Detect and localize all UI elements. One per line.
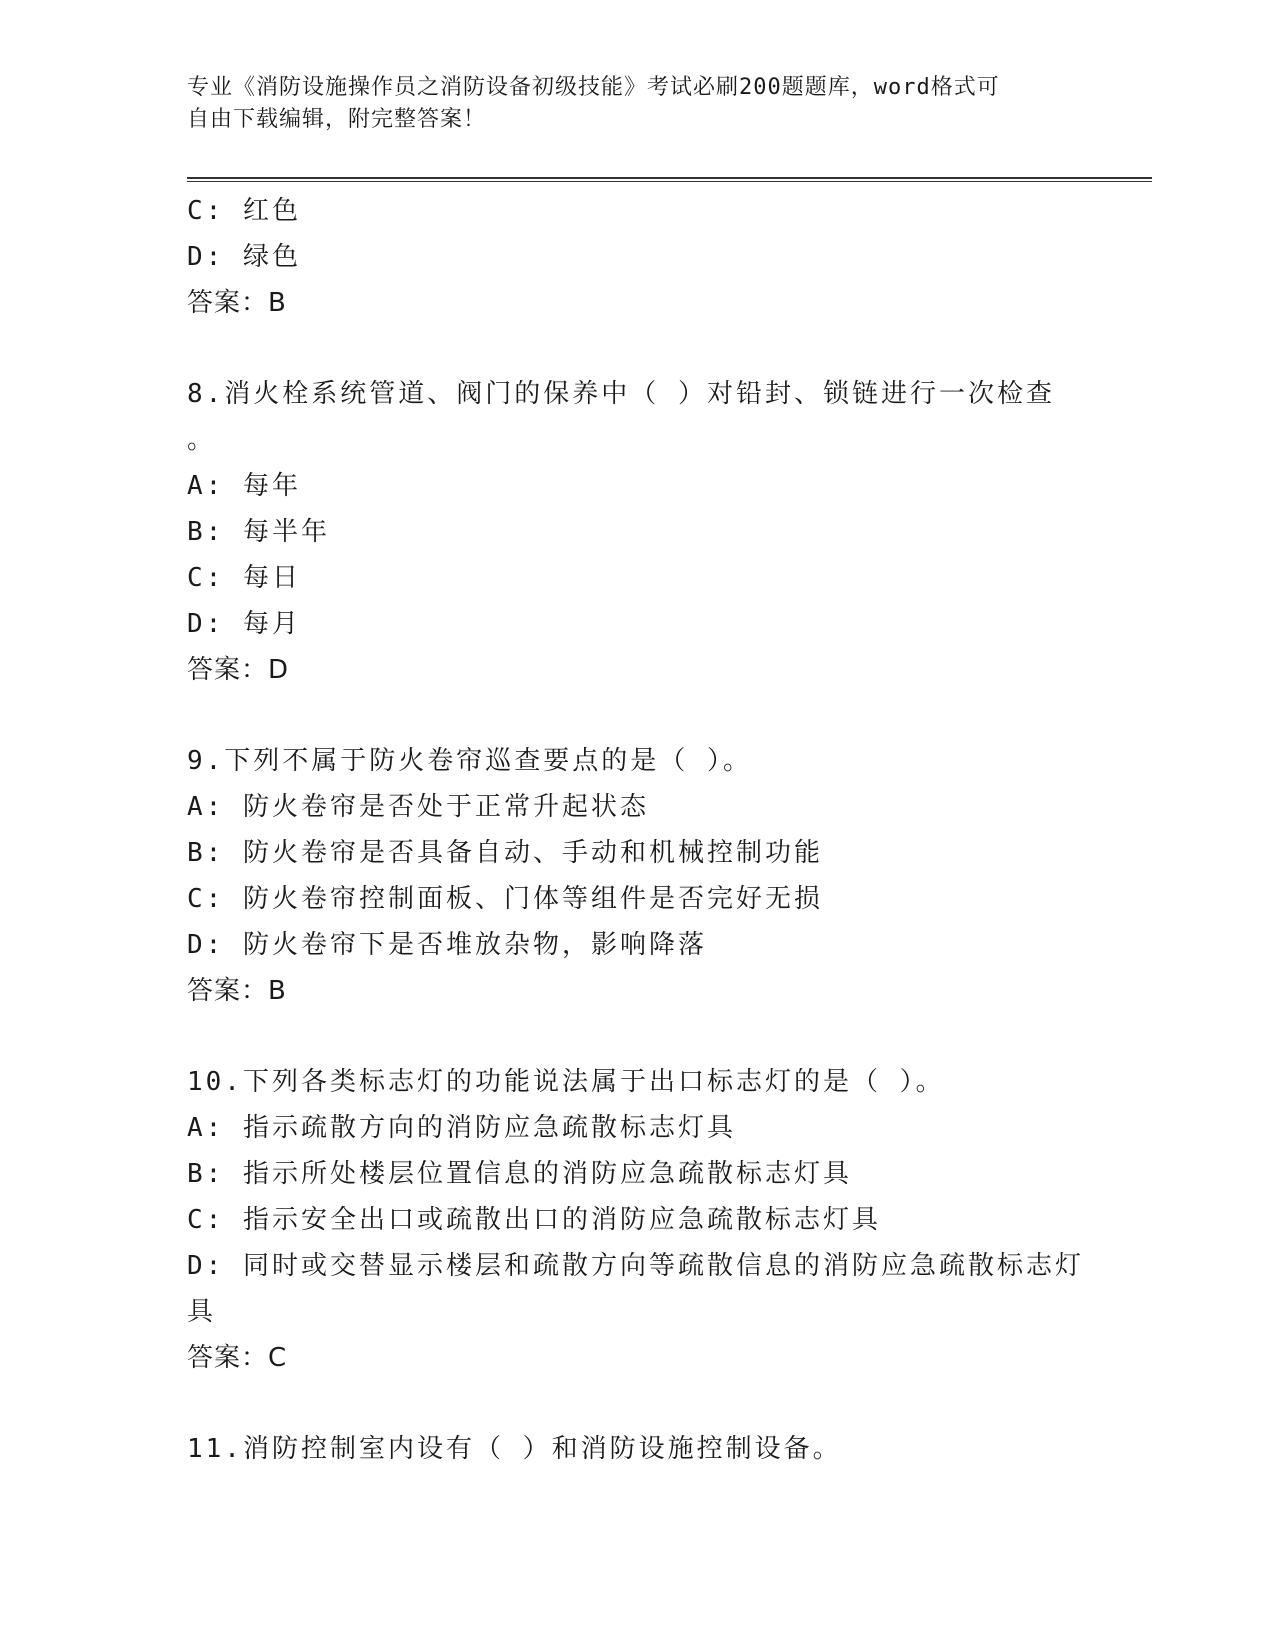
question-9-option-a: A: 防火卷帘是否处于正常升起状态	[187, 792, 649, 822]
question-8-option-b: B: 每半年	[187, 517, 330, 547]
question-9-stem: 9.下列不属于防火卷帘巡查要点的是（ ）。	[187, 746, 752, 776]
header-title-line-2: 自由下载编辑，附完整答案！	[187, 107, 487, 132]
question-8-answer: 答案：D	[187, 655, 290, 685]
question-10-option-b: B: 指示所处楼层位置信息的消防应急疏散标志灯具	[187, 1159, 852, 1189]
question-11-stem: 11.消防控制室内设有（ ）和消防设施控制设备。	[187, 1434, 842, 1464]
question-10-option-d: D: 同时或交替显示楼层和疏散方向等疏散信息的消防应急疏散标志灯	[187, 1251, 1084, 1281]
question-9-option-b: B: 防火卷帘是否具备自动、手动和机械控制功能	[187, 838, 823, 868]
question-content	[187, 188, 1087, 1472]
header-title-line-1: 专业《消防设施操作员之消防设备初级技能》考试必刷200题题库，word格式可	[187, 75, 1000, 100]
option-d: D: 绿色	[187, 242, 301, 272]
question-10-option-a: A: 指示疏散方向的消防应急疏散标志灯具	[187, 1113, 736, 1143]
question-9-answer: 答案：B	[187, 976, 287, 1006]
question-8-stem: 8.消火栓系统管道、阀门的保养中（ ）对铅封、锁链进行一次检查	[187, 379, 1055, 409]
answer-line: 答案：B	[187, 288, 287, 318]
question-8-option-a: A: 每年	[187, 471, 301, 501]
header-divider	[187, 177, 1152, 182]
document-header	[187, 72, 1047, 136]
question-8-option-c: C: 每日	[187, 563, 301, 593]
question-10-option-c: C: 指示安全出口或疏散出口的消防应急疏散标志灯具	[187, 1205, 881, 1235]
question-9-option-c: C: 防火卷帘控制面板、门体等组件是否完好无损	[187, 884, 823, 914]
question-10-option-d-cont: 具	[187, 1297, 217, 1327]
option-c: C: 红色	[187, 196, 301, 226]
question-9-option-d: D: 防火卷帘下是否堆放杂物，影响降落	[187, 930, 707, 960]
question-8-option-d: D: 每月	[187, 609, 301, 639]
question-8-stem-cont: 。	[187, 425, 217, 455]
question-10-stem: 10.下列各类标志灯的功能说法属于出口标志灯的是（ ）。	[187, 1067, 945, 1097]
question-10-answer: 答案：C	[187, 1343, 288, 1373]
